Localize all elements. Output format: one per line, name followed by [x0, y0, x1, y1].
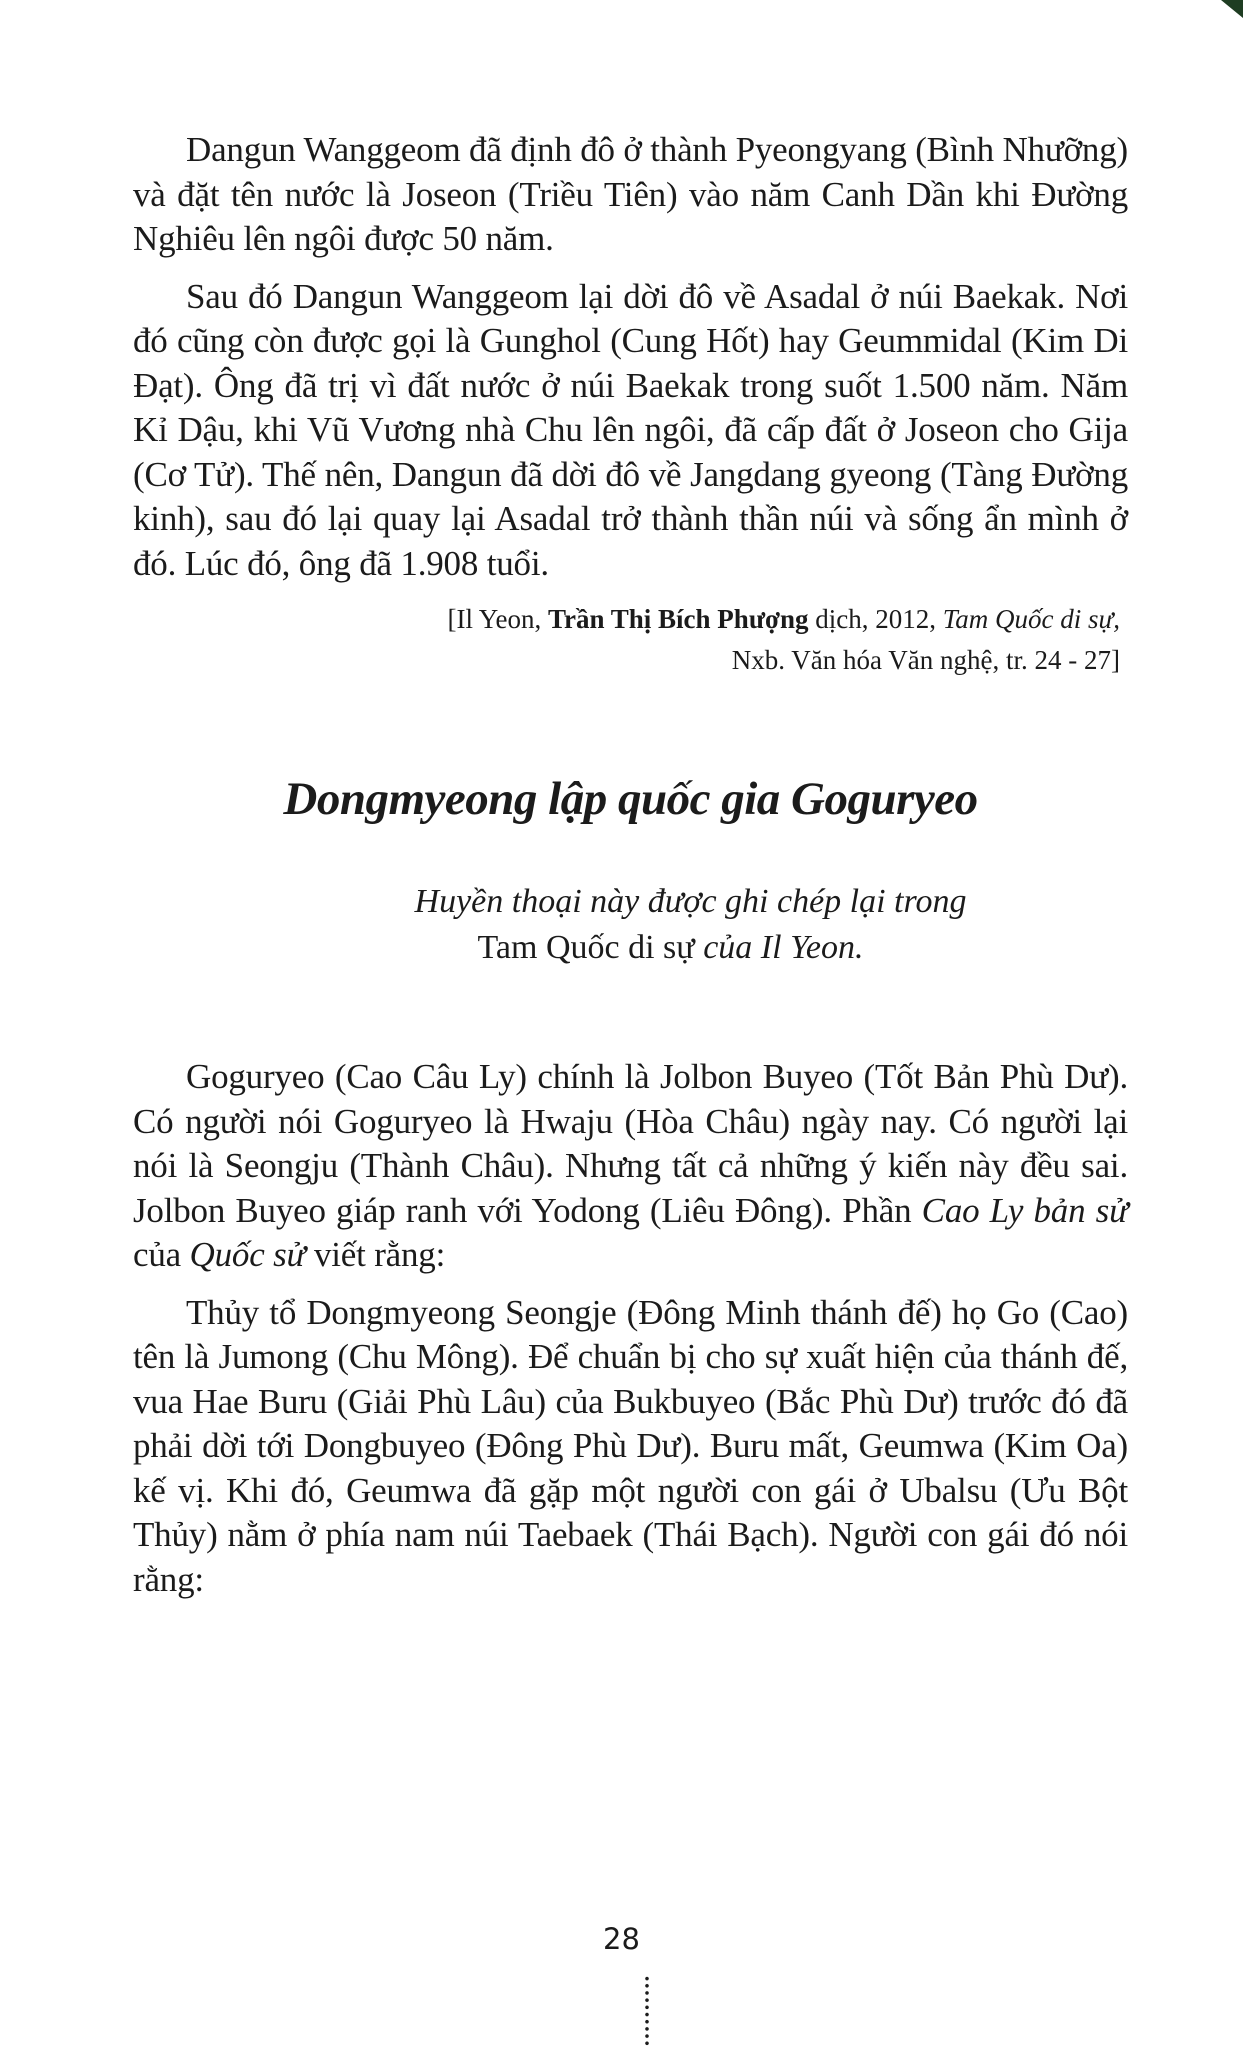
text-segment: của — [133, 1235, 190, 1274]
citation — [133, 599, 1120, 681]
paragraph-dangun-move: Sau đó Dangun Wanggeom lại dời đô về Asadal ở núi Baekak. Nơi đó cũng còn được gọi là Gunghol (Cung Hốt) hay Geummidal (Kim Di Đạt). Ông đã trị vì đất nước ở núi Baekak trong suốt 1.500 năm. Năm Kỉ Dậu, khi Vũ Vương nhà Chu lên ngôi, đã cấp đất ở Joseon cho Gija (Cơ Tử). Thế nên, Dangun đã dời đô về Jangdang gyeong (Tàng Đường kinh), sau đó lại quay lại Asadal trở thành thần núi và sống ẩn mình ở đó. Lúc đó, ông đã 1.908 tuổi. — [133, 276, 1128, 583]
text-segment: viết rằng: — [305, 1235, 446, 1274]
italic-book-title: Cao Ly bản sử — [921, 1190, 1128, 1230]
section-title: Dongmyeong lập quốc gia Goguryeo — [283, 773, 978, 825]
citation-open: [Il Yeon, — [447, 604, 548, 634]
page-corner-shadow — [1221, 0, 1243, 18]
page-number: 28 — [603, 1922, 640, 1956]
epigraph-line-2 — [133, 925, 1128, 971]
epigraph-book-title: Tam Quốc di sự — [477, 929, 704, 966]
section-goguryeo-body — [133, 1055, 1128, 1602]
paragraph-goguryeo-origin — [133, 1055, 1128, 1278]
italic-book-title: Quốc sử — [189, 1235, 306, 1274]
citation-book: Tam Quốc di sự, — [942, 604, 1120, 634]
epigraph-author: của Il Yeon. — [703, 929, 864, 966]
citation-publisher: Nxb. Văn hóa Văn nghệ, tr. 24 - 27] — [731, 645, 1120, 675]
citation-mid: dịch, 2012, — [808, 604, 943, 634]
dotted-divider — [645, 1975, 649, 2048]
paragraph-dongmyeong: Thủy tổ Dongmyeong Seongje (Đông Minh thánh đế) họ Go (Cao) tên là Jumong (Chu Mông). Để chuẩn bị cho sự xuất hiện của thánh đế, vua Hae Buru (Giải Phù Lâu) của Bukbuyeo (Bắc Phù Dư) trước đó đã phải dời tới Dongbuyeo (Đông Phù Dư). Buru mất, Geumwa (Kim Oa) kế vị. Khi đó, Geumwa đã gặp một người con gái ở Ubalsu (Ưu Bột Thủy) nằm ở phía nam núi Taebaek (Thái Bạch). Người con gái đó nói rằng: — [133, 1292, 1128, 1599]
citation-translator: Trần Thị Bích Phượng — [548, 604, 809, 634]
book-page — [133, 128, 1128, 1615]
text-segment: Goguryeo (Cao Câu Ly) chính là Jolbon Buyeo (Tốt Bản Phù Dư). Có người nói Goguryeo là Hwaju (Hòa Châu) ngày nay. Có người lại nói là Seongju (Thành Châu). Nhưng tất cả những ý kiến này đều sai. Jolbon Buyeo giáp ranh với Yodong (Liêu Đông). Phần — [133, 1057, 1128, 1230]
epigraph — [133, 879, 1128, 971]
epigraph-line-1: Huyền thoại này được ghi chép lại trong — [414, 883, 967, 920]
paragraph-dangun-capital: Dangun Wanggeom đã định đô ở thành Pyeongyang (Bình Nhưỡng) và đặt tên nước là Joseon (Triều Tiên) vào năm Canh Dần khi Đường Nghiêu lên ngôi được 50 năm. — [133, 130, 1128, 258]
